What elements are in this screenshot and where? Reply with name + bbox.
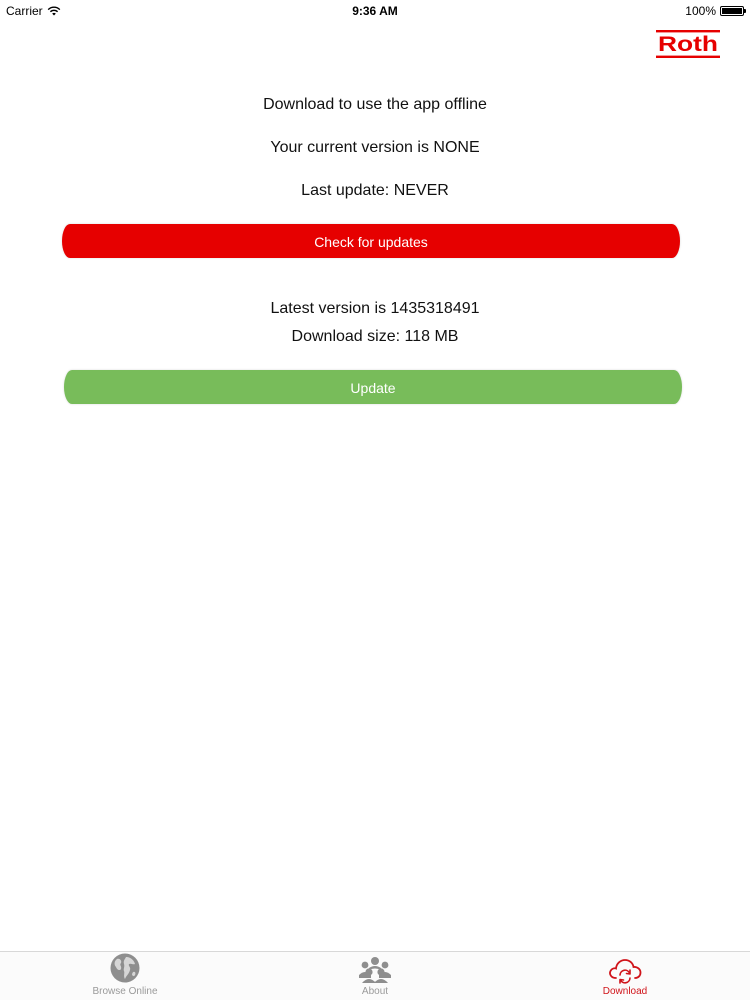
roth-logo <box>656 30 720 58</box>
cloud-download-icon <box>607 956 643 984</box>
tab-bar <box>0 951 750 1000</box>
status-bar <box>0 0 750 22</box>
battery-fill <box>722 8 742 14</box>
intro-text: Download to use the app offline <box>263 96 487 113</box>
update-button[interactable]: Update <box>64 370 682 404</box>
carrier-label: Carrier <box>6 4 43 18</box>
tab-browse-online[interactable] <box>0 952 250 1000</box>
check-for-updates-button[interactable]: Check for updates <box>62 224 680 258</box>
logo-text: Roth <box>658 33 718 56</box>
tab-about[interactable] <box>250 952 500 1000</box>
tab-download[interactable] <box>500 952 750 1000</box>
battery-percent: 100% <box>685 4 716 18</box>
status-time: 9:36 AM <box>352 4 398 18</box>
battery-icon <box>720 6 744 16</box>
globe-icon <box>109 952 141 984</box>
people-icon <box>358 956 392 984</box>
latest-version-text: Latest version is 1435318491 <box>270 300 480 317</box>
download-size-text: Download size: 118 MB <box>291 328 459 345</box>
status-battery <box>685 4 744 18</box>
last-update-text: Last update: NEVER <box>301 182 449 199</box>
tab-label: Download <box>602 986 648 997</box>
current-version-text: Your current version is NONE <box>270 139 480 156</box>
tab-label: Browse Online <box>92 986 158 997</box>
tab-label: About <box>361 986 389 997</box>
